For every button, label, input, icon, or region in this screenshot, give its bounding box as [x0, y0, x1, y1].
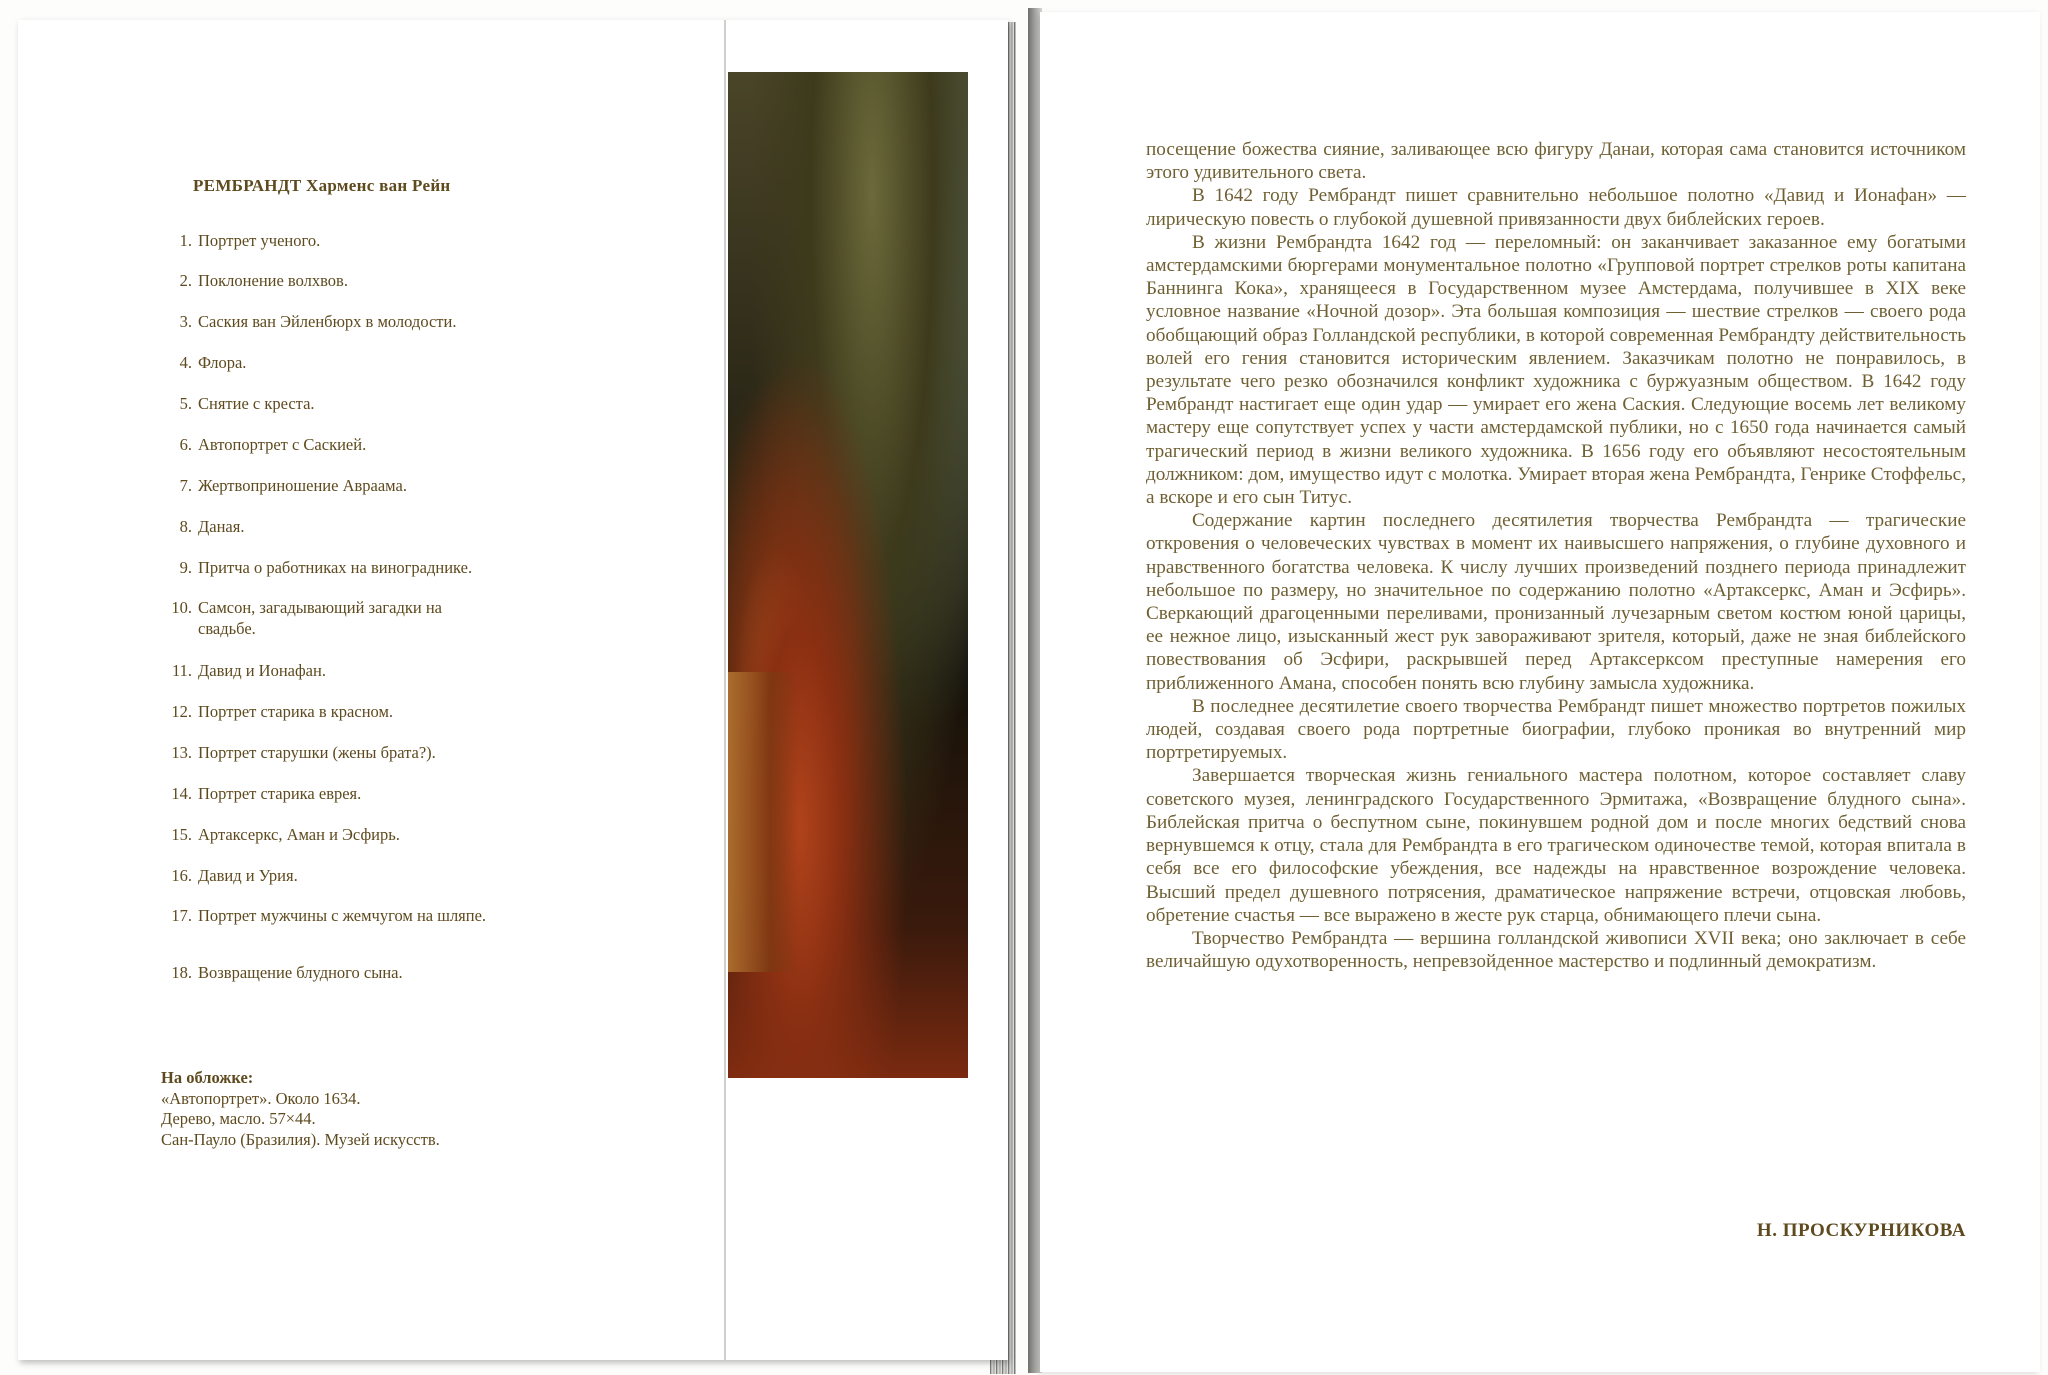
work-item [150, 352, 610, 373]
work-title: Автопортрет с Саскией. [198, 435, 367, 454]
work-number: 16. [171, 866, 192, 885]
work-item [150, 270, 610, 291]
article-paragraph: посещение божества сияние, заливающее всю фигуру Данаи, которая сама становится источником этого удивительного света. [1146, 139, 1966, 184]
article-paragraph: Завершается творческая жизнь гениального мастера полотном, которое составляет славу советского музея, ленинградского Государственного Эрмитажа, «Возвращение блудного сына». Библейская притча о беспутном сыне, покинувшем родной дом и после многих бедствий снова вернувшемся к отцу, стала для Рембрандта в его трагическом одиночестве темой, которая впитала в себя все его философские убеждения, все надежды на нравственное возрождение человека. Высший предел душевного потрясения, драматическое напряжение встречи, отцовская любовь, обретение счастья — все выражено в жесте рук старца, обнимающего плечи сына. [1146, 765, 1966, 926]
work-title: Портрет старушки (жены брата?). [198, 743, 436, 762]
work-title: Притча о работниках на винограднике. [198, 558, 473, 577]
work-title: Самсон, загадывающий загадки на свадьбе. [198, 598, 443, 638]
work-title: Портрет старика еврея. [198, 784, 362, 803]
article-paragraph: В последнее десятилетие своего творчества Рембрандт пишет множество портретов пожилых людей, создавая своего рода портретные биографии, глубоко проникая во внутренний мир портретируемых. [1146, 695, 1966, 764]
work-number: 7. [179, 476, 192, 495]
work-title: Даная. [198, 517, 245, 536]
work-title: Поклонение волхвов. [198, 271, 348, 290]
work-number: 17. [171, 906, 192, 925]
work-number: 14. [171, 784, 192, 803]
work-item [150, 597, 610, 639]
card-flap-line [724, 20, 726, 1360]
work-title: Флора. [198, 353, 247, 372]
work-title: Саския ван Эйленбюрх в молодости. [198, 312, 457, 331]
work-item [150, 475, 610, 496]
work-item [150, 660, 610, 681]
article-author: Н. ПРОСКУРНИКОВА [1756, 1220, 1966, 1241]
work-title: Портрет мужчины с жемчугом на шляпе. [198, 906, 487, 925]
work-item [150, 783, 610, 804]
work-item [150, 434, 610, 455]
article-paragraph: В 1642 году Рембрандт пишет сравнительно небольшое полотно «Давид и Ионафан» — лирическую повесть о глубокой душевной привязанности двух библейских героев. [1146, 185, 1966, 230]
work-item [150, 516, 610, 537]
work-item [150, 701, 610, 722]
work-number: 6. [179, 435, 192, 454]
work-number: 2. [179, 271, 192, 290]
work-number: 8. [179, 517, 192, 536]
cover-note [161, 1068, 440, 1150]
work-item [150, 824, 610, 845]
work-title: Снятие с креста. [198, 394, 315, 413]
work-title: Давид и Ионафан. [198, 661, 326, 680]
list-title: РЕМБРАНДТ Харменс ван Рейн [193, 176, 451, 195]
work-number: 10. [171, 598, 192, 617]
work-item [150, 865, 610, 886]
cover-caption: На обложке: [161, 1068, 254, 1087]
work-number: 5. [179, 394, 192, 413]
work-number: 18. [171, 963, 192, 982]
work-item [150, 905, 610, 926]
work-title: Артаксеркс, Аман и Эсфирь. [198, 825, 400, 844]
work-number: 1. [179, 231, 192, 250]
left-card [18, 20, 1008, 1360]
cover-line: «Автопортрет». Около 1634. [161, 1088, 361, 1108]
work-item [150, 393, 610, 414]
work-title: Жертвоприношение Авраама. [198, 476, 407, 495]
cover-line: Сан-Пауло (Бразилия). Музей искусств. [161, 1129, 440, 1149]
work-item [150, 962, 610, 983]
article-paragraph: Творчество Рембрандта — вершина голландской живописи XVII века; оно заключает в себе величайшую одухотворенность, непревзойденное мастерство и подлинный демократизм. [1146, 927, 1966, 973]
work-number: 11. [171, 661, 192, 680]
work-number: 3. [179, 312, 192, 331]
work-number: 4. [179, 353, 192, 372]
article-text [1146, 138, 1966, 973]
work-title: Портрет старика в красном. [198, 702, 394, 721]
work-number: 15. [171, 825, 192, 844]
work-item [150, 742, 610, 763]
work-item [150, 557, 610, 578]
work-number: 9. [179, 558, 192, 577]
cover-line: Дерево, масло. 57×44. [161, 1109, 316, 1128]
work-title: Портрет ученого. [198, 231, 321, 250]
work-item [150, 311, 610, 332]
work-item [150, 230, 610, 251]
work-number: 12. [171, 702, 192, 721]
work-number: 13. [171, 743, 192, 762]
work-title: Давид и Урия. [198, 866, 298, 885]
article-paragraph: Содержание картин последнего десятилетия творчества Рембрандта — трагические откровения о человеческих чувствах в момент их наивысшего напряжения, о глубине духовного и нравственного богатства человека. К числу лучших произведений позднего периода принадлежит небольшое по размеру, но значительное по содержанию полотно «Артаксеркс, Аман и Эсфирь». Сверкающий драгоценными переливами, пронизанный лучезарным светом костюм юной царицы, ее нежное лицо, изысканный жест рук завораживают зрителя, который, даже не зная библейского повествования об Эсфири, раскрывшей перед Артаксерксом преступные намерения его приближенного Амана, способен понять всю глубину замысла художника. [1146, 510, 1966, 694]
work-title: Возвращение блудного сына. [198, 963, 403, 982]
article-paragraph: В жизни Рембрандта 1642 год — переломный: он заканчивает заказанное ему богатыми амстердамскими бюргерами монументальное полотно «Групповой портрет стрелков роты капитана Баннинга Кока», хранящееся в Государственном музее Амстердама, получившее в XIX веке условное название «Ночной дозор». Эта большая композиция — шествие стрелков — своего рода обобщающий образ Голландской республики, в которой современная Рембрандту действительность волей его гения становится историческим явлением. Заказчикам полотно не понравилось, в результате чего резко обозначился конфликт художника с буржуазным обществом. В 1642 году Рембрандт настигает еще один удар — умирает его жена Саския. Следующие восемь лет великому мастеру еще сопутствует успех у части амстердамской публики, но с 1650 года начинается самый трагический период в жизни великого художника. В 1656 году его объявляют несостоятельным должником: дом, имущество идут с молотка. Умирает вторая жена Рембрандта, Генрике Стоффельс, а вскоре и его сын Титус. [1146, 231, 1966, 509]
painting-fragment [728, 72, 968, 1078]
